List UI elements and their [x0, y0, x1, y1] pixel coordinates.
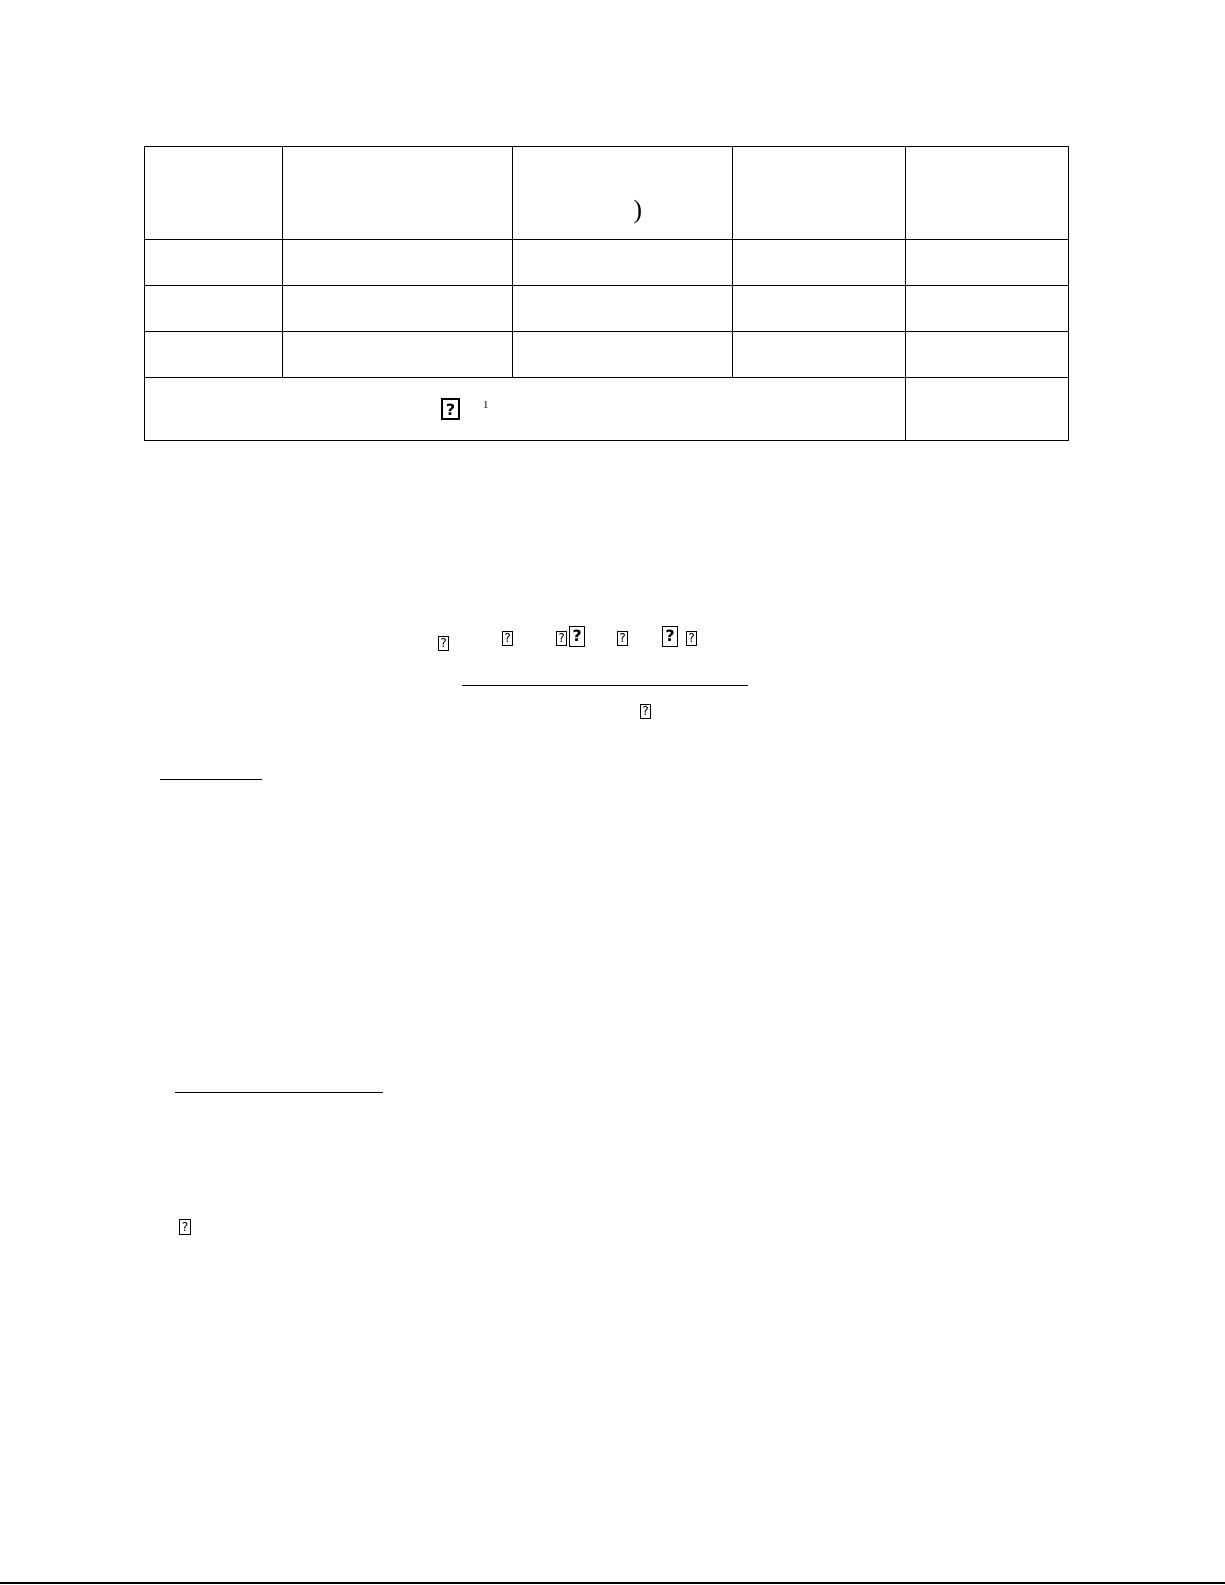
- table-cell: [283, 286, 513, 332]
- table-cell: [732, 240, 905, 286]
- table-cell: [145, 240, 283, 286]
- table-cell: [283, 240, 513, 286]
- header-cell: [905, 147, 1068, 240]
- missing-glyph-icon: ?: [617, 631, 628, 646]
- closing-parenthesis: ): [633, 195, 643, 224]
- table-row: [145, 286, 1069, 332]
- missing-glyph-icon: ?: [686, 631, 697, 646]
- table-cell: [905, 240, 1068, 286]
- missing-glyph-icon: ?: [441, 398, 460, 420]
- header-cell: [283, 147, 513, 240]
- missing-glyph-icon: ?: [662, 626, 678, 647]
- missing-glyph-icon: ?: [502, 631, 513, 646]
- missing-glyph-icon: ?: [556, 631, 567, 646]
- total-value-cell: [905, 378, 1068, 441]
- table-cell: [145, 286, 283, 332]
- footnote-marker: 1: [483, 399, 489, 411]
- fraction-bar: [462, 685, 748, 686]
- data-table: [144, 146, 1069, 441]
- missing-glyph-icon: ?: [438, 636, 449, 651]
- header-cell: [145, 147, 283, 240]
- table-cell: [513, 240, 732, 286]
- table-cell: [905, 332, 1068, 378]
- table-cell: [513, 286, 732, 332]
- table-row: [145, 332, 1069, 378]
- header-cell: [732, 147, 905, 240]
- table-cell: [905, 286, 1068, 332]
- table-header-row: [145, 147, 1069, 240]
- page-bottom-rule: [0, 1582, 1225, 1584]
- missing-glyph-icon: ?: [179, 1219, 191, 1235]
- table-total-row: [145, 378, 1069, 441]
- table-cell: [145, 332, 283, 378]
- missing-glyph-icon: ?: [569, 626, 585, 647]
- underline-rule: [175, 1092, 383, 1093]
- underline-rule: [160, 779, 262, 780]
- header-cell: [513, 147, 732, 240]
- table-cell: [732, 332, 905, 378]
- table-cell: [513, 332, 732, 378]
- table-row: [145, 240, 1069, 286]
- table-cell: [283, 332, 513, 378]
- missing-glyph-icon: ?: [640, 704, 651, 719]
- total-label-cell: [145, 378, 906, 441]
- table-cell: [732, 286, 905, 332]
